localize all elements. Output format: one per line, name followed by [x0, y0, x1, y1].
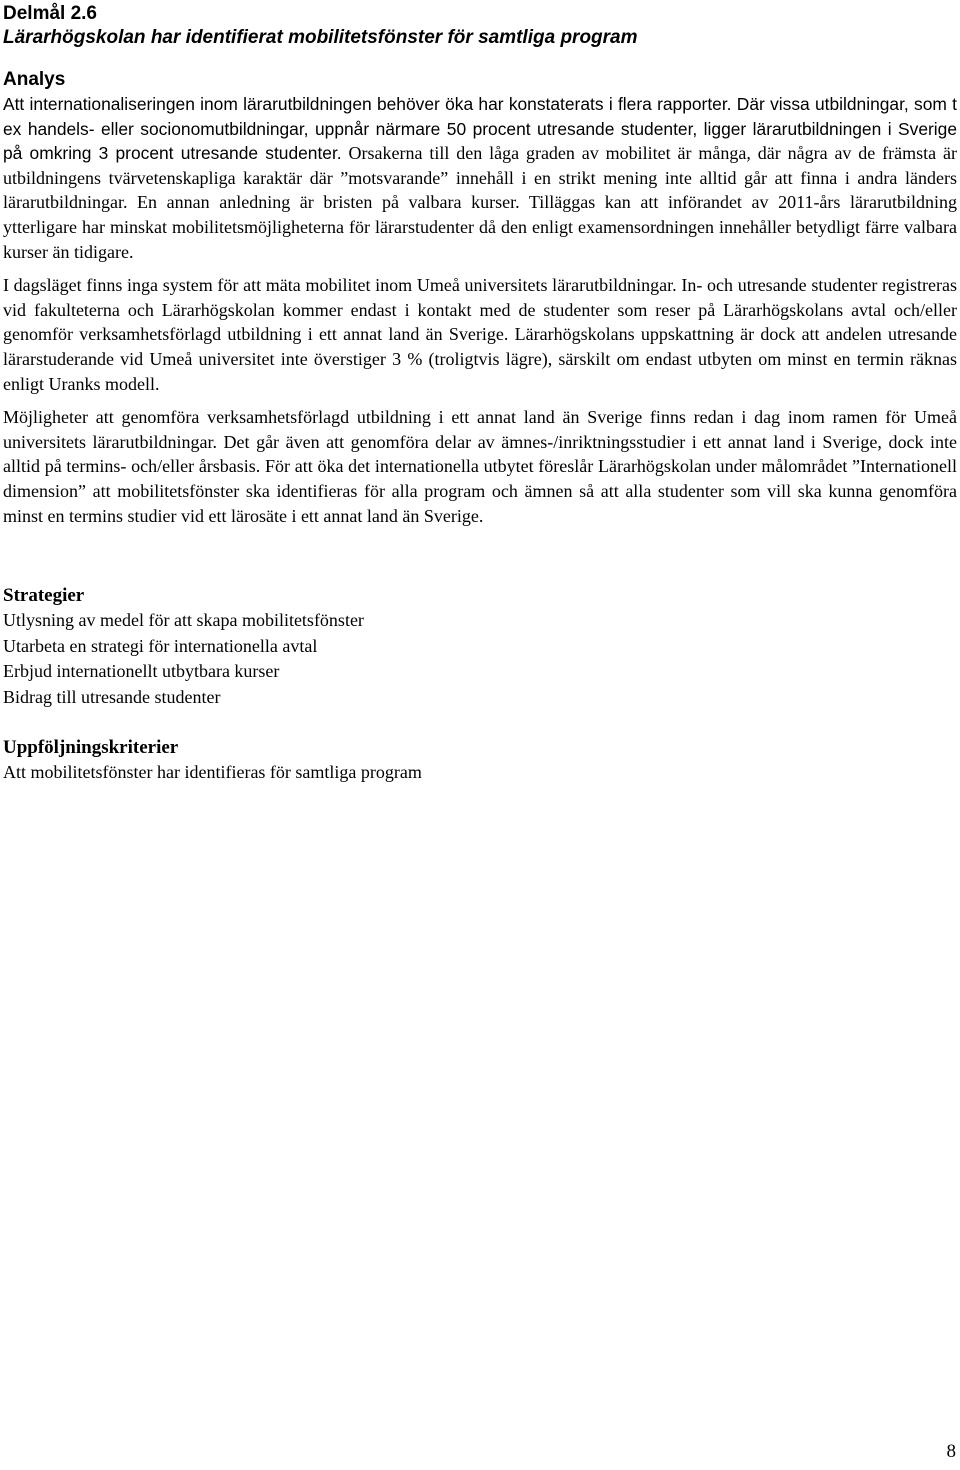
document-page	[3, 0, 957, 786]
strategier-list	[3, 608, 957, 710]
uppfoljning-text: Att mobilitetsfönster har identifieras för samtliga program	[3, 762, 422, 783]
analys-continuation-text: Orsakerna till den låga graden av mobilitet är många, där några av de främsta är utbildningens tvärvetenskapliga karaktär där ”motsvarande” innehåll i en strikt mening inte alltid går att finna i andra länders lärarutbildningar. En annan anledning är bristen på valbara kurser. Tilläggas kan att införandet av 2011-års lärarutbildning ytterligare har minskat mobilitetsmöjligheterna för lärarstudenter då den enligt examensordningen innehåller betydligt färre valbara kurser än tidigare.	[3, 143, 957, 262]
strategier-heading: Strategier	[3, 585, 85, 607]
uppfoljning-heading: Uppföljningskriterier	[3, 737, 179, 759]
strategier-item: Erbjud internationellt utbytbara kurser	[3, 661, 280, 682]
strategier-item: Bidrag till utresande studenter	[3, 686, 221, 707]
analys-intro-text: Att internationaliseringen inom lärarutbildningen behöver öka har konstaterats i flera rapporter. Där vissa utbildningar, som t ex handels- eller socionomutbildningar, uppnår närmare 50 procent utresande studenter, ligger lärarutbildningen i Sverige på omkring 3 procent utresande studenter.	[3, 94, 957, 164]
analys-paragraph-1	[3, 92, 957, 264]
strategier-item: Utlysning av medel för att skapa mobilitetsfönster	[3, 610, 364, 631]
analys-paragraph-2: I dagsläget finns inga system för att mäta mobilitet inom Umeå universitets lärarutbildningar. In- och utresande studenter registreras vid fakulteterna och Lärarhögskolan kommer endast i kontakt med de studenter som reser på Lärarhögskolans avtal och/eller genomför verksamhetsförlagd utbildning i ett annat land än Sverige. Lärarhögskolans uppskattning är dock att andelen utresande lärarstuderande vid Umeå universitet inte överstiger 3 % (troligtvis lägre), särskilt om endast utbyten om minst en termin räknas enligt Uranks modell.	[3, 275, 957, 394]
section-number: Delmål 2.6	[3, 3, 97, 24]
analys-paragraph-3: Möjligheter att genomföra verksamhetsförlagd utbildning i ett annat land än Sverige finns redan i dag inom ramen för Umeå universitets lärarutbildningar. Det går även att genomföra delar av ämnes-/inriktningsstudier i ett annat land i Sverige, dock inte alltid på termins- och/eller årsbasis. För att öka det internationella utbytet föreslår Lärarhögskolan under målområdet ”Internationell dimension” att mobilitetsfönster ska identifieras för alla program och ämnen så att alla studenter som vill ska kunna genomföra minst en termins studier vid ett lärosäte i ett annat land än Sverige.	[3, 407, 957, 526]
section-subtitle: Lärarhögskolan har identifierat mobilitetsfönster för samtliga program	[3, 27, 638, 48]
strategier-item: Utarbeta en strategi för internationella avtal	[3, 635, 318, 656]
analys-heading: Analys	[3, 69, 66, 90]
page-number: 8	[946, 1441, 956, 1462]
